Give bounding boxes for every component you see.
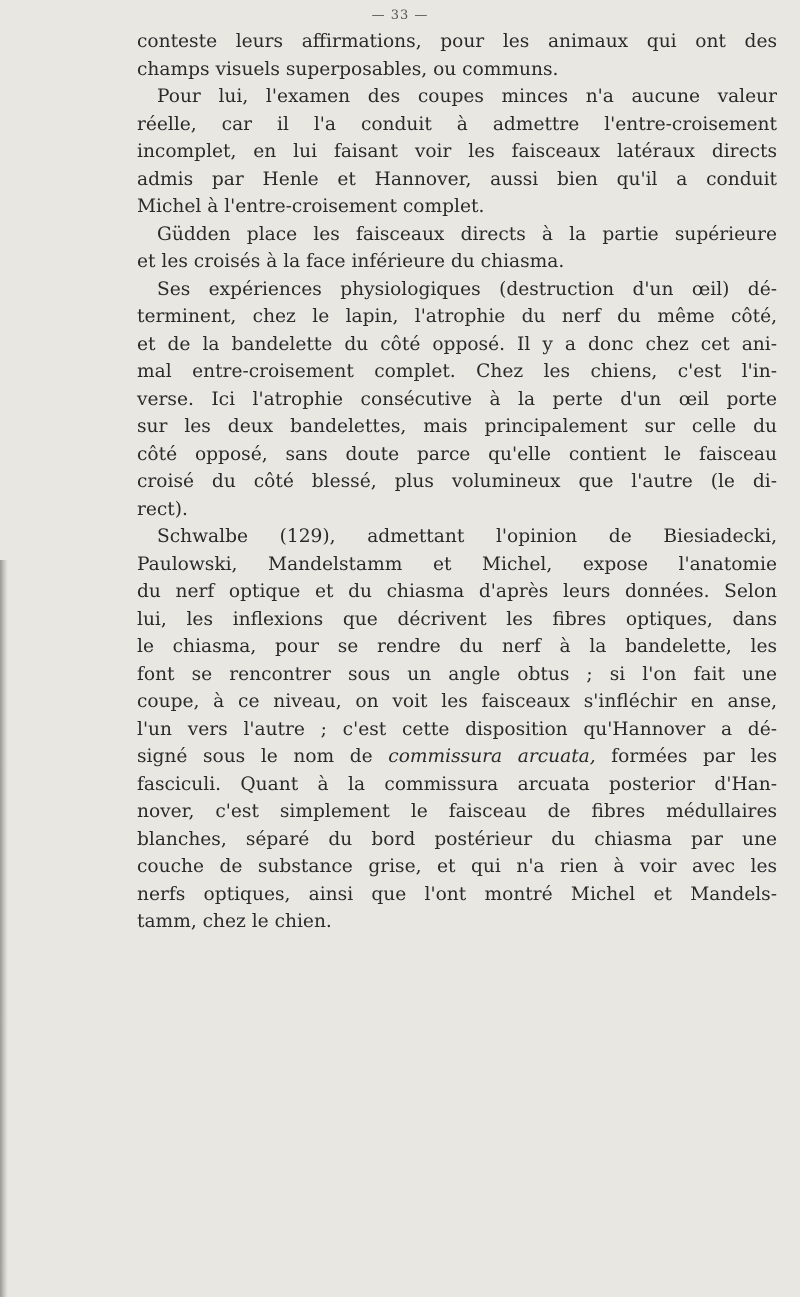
text-line	[137, 523, 777, 551]
page-binding-shadow	[0, 560, 8, 1297]
text-line-content: font se rencontrer sous un angle obtus ; si l'on fait une	[137, 663, 777, 685]
text-line-content: lui, les inflexions que décrivent les fibres optiques, dans	[137, 608, 777, 630]
text-line	[137, 468, 777, 496]
text-line-content: croisé du côté blessé, plus volumineux que l'autre (le di-	[137, 471, 777, 492]
text-line	[137, 303, 777, 331]
text-line	[137, 358, 777, 386]
text-line-content: Paulowski, Mandelstamm et Michel, expose l'anatomie	[137, 553, 777, 575]
text-line-content: et les croisés à la face inférieure du chiasma.	[137, 251, 565, 272]
text-line-content: réelle, car il l'a conduit à admettre l'entre-croisement	[137, 113, 777, 135]
text-line	[137, 578, 777, 606]
text-line	[137, 688, 777, 716]
text-line	[137, 551, 777, 579]
text-line	[137, 276, 777, 304]
text-line-content: côté opposé, sans doute parce qu'elle contient le faisceau	[137, 443, 777, 465]
text-line-content: rect).	[137, 498, 188, 520]
text-line	[137, 413, 777, 441]
text-line-content: blanches, séparé du bord postérieur du chiasma par une	[137, 828, 777, 850]
text-line-content: Pour lui, l'examen des coupes minces n'a aucune valeur	[157, 86, 777, 107]
text-line-content: le chiasma, pour se rendre du nerf à la bandelette, les	[137, 636, 777, 657]
text-line-content: l'un vers l'autre ; c'est cette disposition qu'Hannover a dé-	[137, 718, 777, 740]
text-line-content: nerfs optiques, ainsi que l'ont montré Michel et Mandels-	[137, 883, 777, 905]
text-line	[137, 83, 777, 111]
text-line-content: incomplet, en lui faisant voir les faisceaux latéraux directs	[137, 141, 777, 162]
text-line	[137, 798, 777, 826]
text-line	[137, 826, 777, 854]
text-line-content: signé sous le nom de	[137, 746, 373, 767]
text-line	[137, 633, 777, 661]
text-line	[137, 661, 777, 689]
text-line	[137, 716, 777, 744]
text-line-content: couche de substance grise, et qui n'a rien à voir avec les	[137, 856, 777, 877]
text-line	[137, 881, 777, 909]
text-line-content: du nerf optique et du chiasma d'après leurs données. Selon	[137, 581, 777, 602]
text-line-content: et de la bandelette du côté opposé. Il y a donc chez cet ani-	[137, 333, 777, 355]
text-line	[137, 853, 777, 881]
text-line	[137, 28, 777, 56]
text-line	[137, 111, 777, 139]
text-line-content: Michel à l'entre-croisement complet.	[137, 196, 485, 217]
text-line	[137, 221, 777, 249]
text-line	[137, 386, 777, 414]
page-number: — 33 —	[371, 8, 429, 23]
text-line-content: nover, c'est simplement le faisceau de fibres médullaires	[137, 801, 777, 822]
text-line-content: champs visuels superposables, ou communs.	[137, 58, 559, 80]
text-line	[137, 771, 777, 799]
text-line	[137, 138, 777, 166]
text-line-content: Ses expériences physiologiques (destruction d'un œil) dé-	[157, 278, 777, 300]
text-line	[137, 248, 777, 276]
text-line-content: fasciculi. Quant à la commissura arcuata posterior d'Han-	[137, 773, 777, 795]
text-line-content: sur les deux bandelettes, mais principalement sur celle du	[137, 416, 777, 437]
text-line	[137, 166, 777, 194]
text-line	[137, 606, 777, 634]
body-text	[137, 28, 777, 936]
text-line-content: admis par Henle et Hannover, aussi bien qu'il a conduit	[137, 168, 777, 190]
text-line-continuation: formées par les	[595, 746, 777, 767]
text-line-content: tamm, chez le chien.	[137, 911, 332, 932]
italic-term: commissura arcuata,	[388, 746, 596, 767]
text-line-content: Güdden place les faisceaux directs à la partie supérieure	[157, 223, 777, 245]
text-line	[137, 56, 777, 84]
text-line	[137, 743, 777, 771]
text-line-content: terminent, chez le lapin, l'atrophie du nerf du même côté,	[137, 306, 777, 327]
text-line-content: Schwalbe (129), admettant l'opinion de Biesiadecki,	[157, 526, 777, 547]
text-line	[137, 331, 777, 359]
text-line	[137, 496, 777, 524]
text-line	[137, 908, 777, 936]
text-line-content: verse. Ici l'atrophie consécutive à la perte d'un œil porte	[137, 388, 777, 410]
text-line-content: mal entre-croisement complet. Chez les chiens, c'est l'in-	[137, 361, 777, 382]
text-line-content: conteste leurs affirmations, pour les animaux qui ont des	[137, 31, 777, 52]
text-line	[137, 193, 777, 221]
text-line	[137, 441, 777, 469]
text-line-content: coupe, à ce niveau, on voit les faisceaux s'infléchir en anse,	[137, 691, 777, 712]
